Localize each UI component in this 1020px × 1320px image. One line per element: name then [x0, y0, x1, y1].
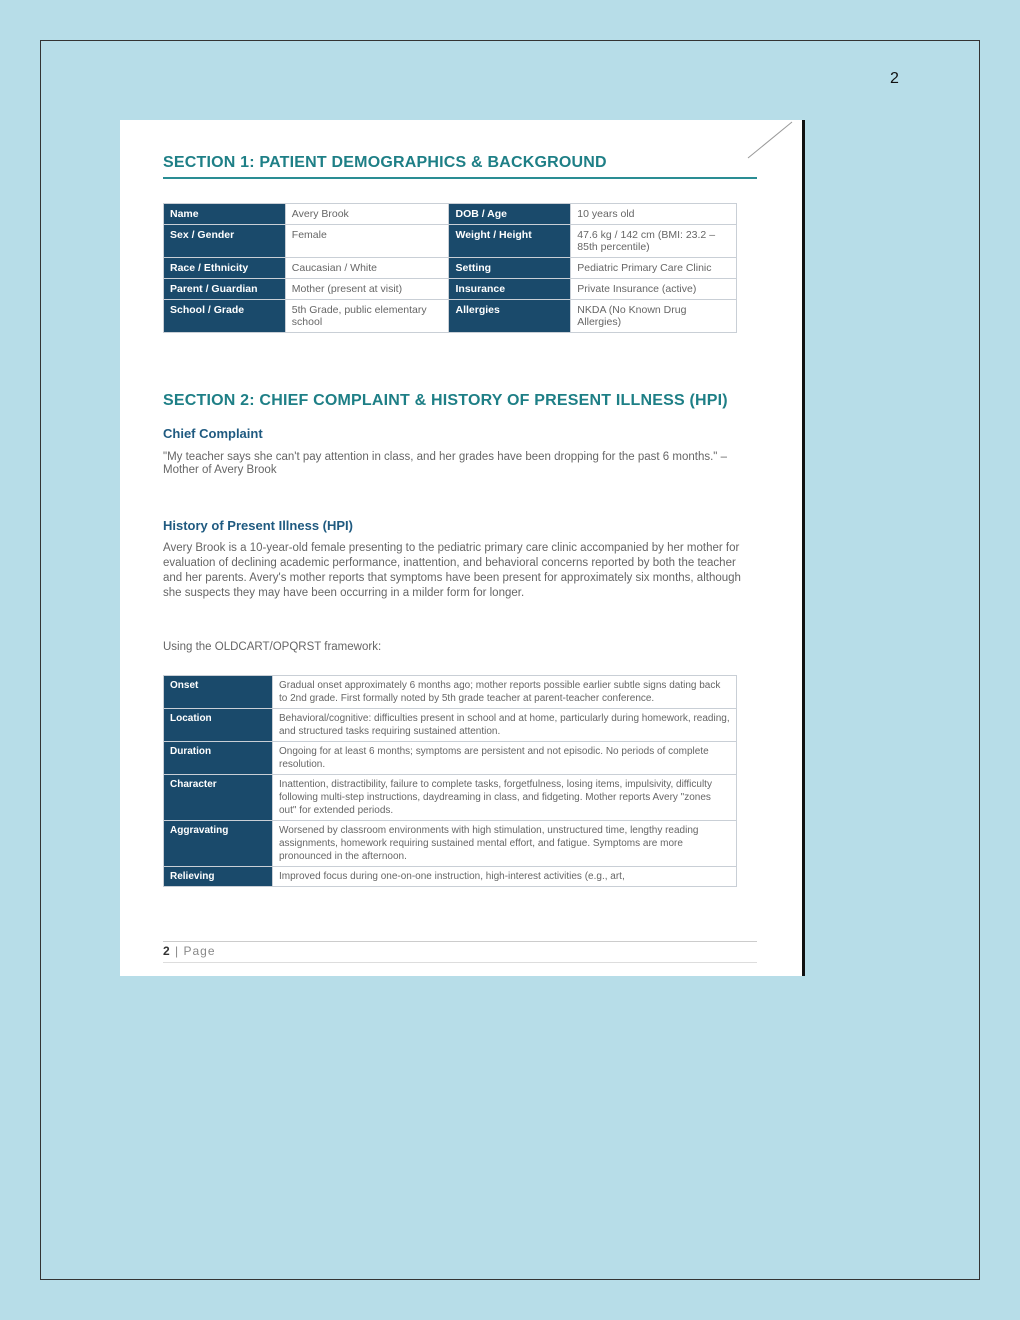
table-row — [164, 225, 737, 258]
value-cell: 5th Grade, public elementary school — [285, 300, 449, 333]
value-cell: Avery Brook — [285, 204, 449, 225]
section1-rule — [163, 177, 757, 179]
footer-page-number: 2 — [163, 944, 171, 958]
label-cell: Name — [164, 204, 286, 225]
label-cell: Aggravating — [164, 821, 273, 867]
label-cell: Weight / Height — [449, 225, 571, 258]
page-curl-line — [746, 120, 796, 160]
footer-page-label: Page — [183, 944, 216, 958]
table-row — [164, 821, 737, 867]
table-row — [164, 279, 737, 300]
value-cell: Pediatric Primary Care Clinic — [571, 258, 737, 279]
value-cell: Worsened by classroom environments with high stimulation, unstructured time, lengthy reading assignments, homework requiring sustained mental effort, and fatigue. Symptoms are more pronounced in the afternoon. — [273, 821, 737, 867]
label-cell: Relieving — [164, 867, 273, 887]
table-row — [164, 300, 737, 333]
table-row — [164, 676, 737, 709]
framework-intro: Using the OLDCART/OPQRST framework: — [163, 641, 382, 653]
label-cell: Insurance — [449, 279, 571, 300]
value-cell: 10 years old — [571, 204, 737, 225]
label-cell: Onset — [164, 676, 273, 709]
hpi-heading: History of Present Illness (HPI) — [163, 518, 353, 533]
value-cell: Gradual onset approximately 6 months ago; mother reports possible earlier subtle signs dating back to 2nd grade. First formally noted by 5th grade teacher at parent-teacher conference. — [273, 676, 737, 709]
value-cell: NKDA (No Known Drug Allergies) — [571, 300, 737, 333]
value-cell: Caucasian / White — [285, 258, 449, 279]
footer-rule-bottom — [163, 962, 757, 963]
section2-heading: SECTION 2: CHIEF COMPLAINT & HISTORY OF PRESENT ILLNESS (HPI) — [163, 392, 728, 409]
table-row — [164, 258, 737, 279]
page-footer — [163, 944, 216, 958]
label-cell: School / Grade — [164, 300, 286, 333]
value-cell: Inattention, distractibility, failure to complete tasks, forgetfulness, losing items, impulsivity, difficulty following multi-step instructions, daydreaming in class, and fidgeting. Mother reports Avery "zones out" for extended periods. — [273, 775, 737, 821]
label-cell: DOB / Age — [449, 204, 571, 225]
value-cell: Ongoing for at least 6 months; symptoms are persistent and not episodic. No periods of complete resolution. — [273, 742, 737, 775]
value-cell: Mother (present at visit) — [285, 279, 449, 300]
label-cell: Setting — [449, 258, 571, 279]
label-cell: Location — [164, 709, 273, 742]
table-row — [164, 867, 737, 887]
demographics-table — [163, 203, 737, 333]
oldcart-table — [163, 675, 737, 887]
table-row — [164, 709, 737, 742]
label-cell: Sex / Gender — [164, 225, 286, 258]
value-cell: Female — [285, 225, 449, 258]
value-cell: Private Insurance (active) — [571, 279, 737, 300]
chief-complaint-heading: Chief Complaint — [163, 426, 263, 441]
footer-separator: | — [170, 944, 184, 958]
table-row — [164, 204, 737, 225]
value-cell: 47.6 kg / 142 cm (BMI: 23.2 – 85th percentile) — [571, 225, 737, 258]
section1-heading: SECTION 1: PATIENT DEMOGRAPHICS & BACKGROUND — [163, 154, 607, 171]
table-row — [164, 742, 737, 775]
label-cell: Race / Ethnicity — [164, 258, 286, 279]
label-cell: Allergies — [449, 300, 571, 333]
chief-complaint-text: "My teacher says she can't pay attention in class, and her grades have been dropping for the past 6 months." – Mother of Avery Brook — [163, 451, 727, 476]
label-cell: Character — [164, 775, 273, 821]
value-cell: Behavioral/cognitive: difficulties present in school and at home, particularly during homework, reading, and structured tasks requiring sustained attention. — [273, 709, 737, 742]
label-cell: Duration — [164, 742, 273, 775]
label-cell: Parent / Guardian — [164, 279, 286, 300]
outer-page-number: 2 — [890, 70, 899, 87]
document-page — [120, 120, 805, 976]
table-row — [164, 775, 737, 821]
hpi-paragraph: Avery Brook is a 10-year-old female presenting to the pediatric primary care clinic accompanied by her mother for evaluation of declining academic performance, inattention, and behavioral concerns reported by both the teacher and her parents. Avery's mother reports that symptoms have been present for approximately six months, although she suspects they may have been occurring in a milder form for longer. — [163, 542, 741, 599]
footer-rule — [163, 941, 757, 942]
value-cell: Improved focus during one-on-one instruction, high-interest activities (e.g., art, — [273, 867, 737, 887]
